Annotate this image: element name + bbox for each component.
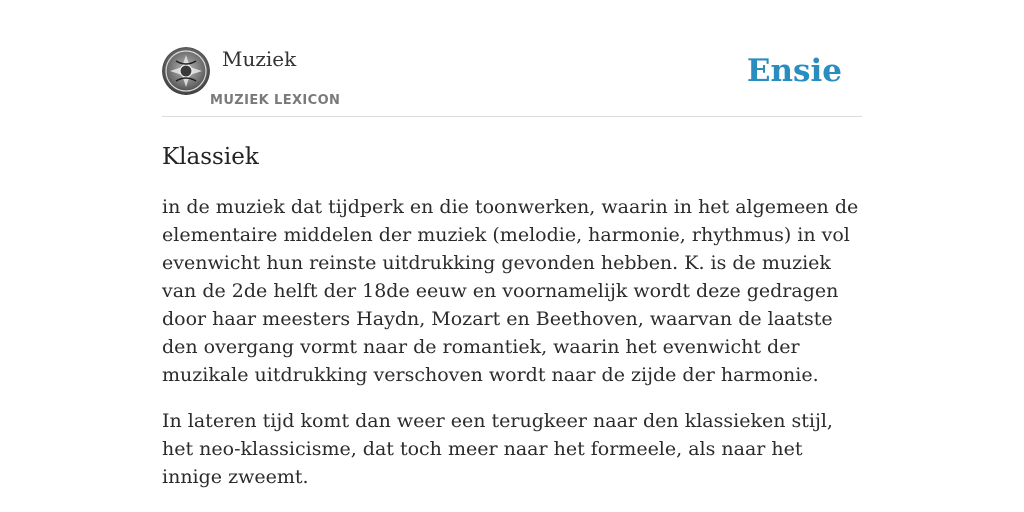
lexicon-name-link[interactable]: Muziek <box>222 47 297 71</box>
entry-card <box>162 44 862 509</box>
entry-title: Klassiek <box>162 144 259 170</box>
entry-body <box>162 193 862 491</box>
body-paragraph: In lateren tijd komt dan weer een terugkeer naar den klassieken stijl, het neo-klassicisme, dat toch meer naar het formeele, als naar het innige zweemt. <box>162 410 833 488</box>
body-paragraph: in de muziek dat tijdperk en die toonwerken, waarin in het algemeen de elementaire middelen der muziek (melodie, harmonie, rhythmus) in vol evenwicht hun reinste uitdrukking gevonden hebben. K. is de muziek van de 2de helft der 18de eeuw en voornamelijk wordt deze gedragen door haar meesters Haydn, Mozart en Beethoven, waarvan de laatste den overgang vormt naar de romantiek, waarin het evenwicht der muzikale uitdrukking verschoven wordt naar de zijde der harmonie. <box>162 196 859 386</box>
lexicon-header <box>162 44 862 117</box>
ensie-logo[interactable]: Ensie <box>746 53 842 89</box>
lexicon-subtitle-link[interactable]: MUZIEK LEXICON <box>210 93 341 108</box>
music-emblem-icon[interactable] <box>162 47 210 95</box>
